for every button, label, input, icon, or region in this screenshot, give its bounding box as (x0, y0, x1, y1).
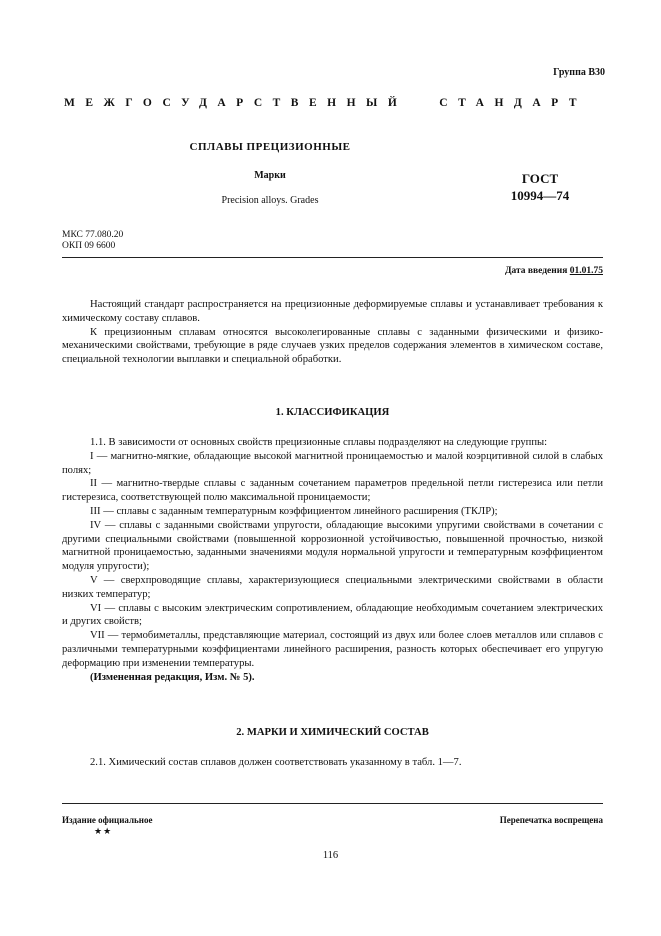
group-item: IV — сплавы с заданными свойствами упругости, обладающие высокими упругими свойствами в сочетании с другими специальными свойствами (повышенной коррозионной устойчивостью, повышенной прочностью, низкой магнитной проницаемостью, заданными значениями модуля нормальной упругости и температурным коэффициентом модуля упругости); (62, 519, 603, 573)
group-item: VII — термобиметаллы, представляющие материал, состоящий из двух или более слоев металлов или сплавов с различными температурными коэффициентами линейного расширения, разность которых обеспечивает его упругую деформацию при изменении температуры. (62, 630, 603, 669)
gost-number: 10994—74 (510, 188, 570, 203)
section-2-heading: 2. МАРКИ И ХИМИЧЕСКИЙ СОСТАВ (236, 727, 429, 738)
standard-banner (64, 97, 594, 109)
okp-code: ОКП 09 6600 (62, 241, 116, 251)
section-1-body (62, 436, 603, 684)
gost-block (500, 170, 580, 204)
reprint-prohibited: Перепечатка воспрещена (499, 815, 603, 825)
group-item: II — магнитно-твердые сплавы с заданным сочетанием параметров предельной петли гистерезиса или петли гистерезиса, соответствующей полю максимальной проницаемости; (62, 478, 603, 504)
document-title: СПЛАВЫ ПРЕЦИЗИОННЫЕ (189, 141, 351, 153)
header-divider (62, 257, 603, 258)
group-item: V — сверхпроводящие сплавы, характеризующиеся специальными электрическими свойствами в области низких температур; (62, 574, 603, 600)
banner-left: МЕЖГОСУДАРСТВЕННЫЙ (64, 97, 408, 109)
revision-note: (Измененная редакция, Изм. № 5). (90, 671, 255, 683)
group-item: I — магнитно-мягкие, обладающие высокой магнитной проницаемостью и малой коэрцитивной силой в слабых полях; (62, 450, 603, 476)
date-value: 01.01.75 (569, 266, 603, 276)
gost-label: ГОСТ (521, 171, 559, 186)
classification-codes (62, 230, 123, 252)
banner-right: СТАНДАРТ (439, 97, 587, 109)
section-1-lead: 1.1. В зависимости от основных свойств прецизионные сплавы подразделяют на следующие группы: (90, 437, 548, 448)
group-item: VI — сплавы с высоким электрическим сопротивлением, обладающие необходимым сочетанием электрических и других свойств; (62, 602, 603, 628)
mks-code: МКС 77.080.20 (62, 230, 124, 240)
group-item: III — сплавы с заданным температурным коэффициентом линейного расширения (ТКЛР); (90, 505, 498, 517)
section-2-text: 2.1. Химический состав сплавов должен соответствовать указанному в табл. 1—7. (90, 757, 462, 768)
english-title: Precision alloys. Grades (221, 195, 319, 206)
official-edition: Издание официальное (62, 815, 153, 825)
document-subtitle: Марки (254, 170, 286, 181)
page-number: 116 (322, 850, 339, 861)
intro-paragraph: К прецизионным сплавам относятся высоколегированные сплавы с заданными физическими и физико-механическими свойствами, требующие в ряде случаев узких пределов содержания элементов в химическом составе, специальной технологии выплавки и специальной обработки. (62, 326, 603, 366)
introduction-date (505, 266, 603, 276)
date-label: Дата введения (504, 266, 568, 276)
intro-text (62, 298, 603, 367)
stars-mark: ★★ (94, 826, 113, 836)
footer-divider (62, 803, 603, 804)
group-code: Группа В30 (553, 67, 605, 78)
intro-paragraph: Настоящий стандарт распространяется на прецизионные деформируемые сплавы и устанавливает требования к химическому составу сплавов. (62, 299, 603, 324)
section-1-heading: 1. КЛАССИФИКАЦИЯ (275, 407, 390, 418)
section-2-body (62, 756, 603, 770)
